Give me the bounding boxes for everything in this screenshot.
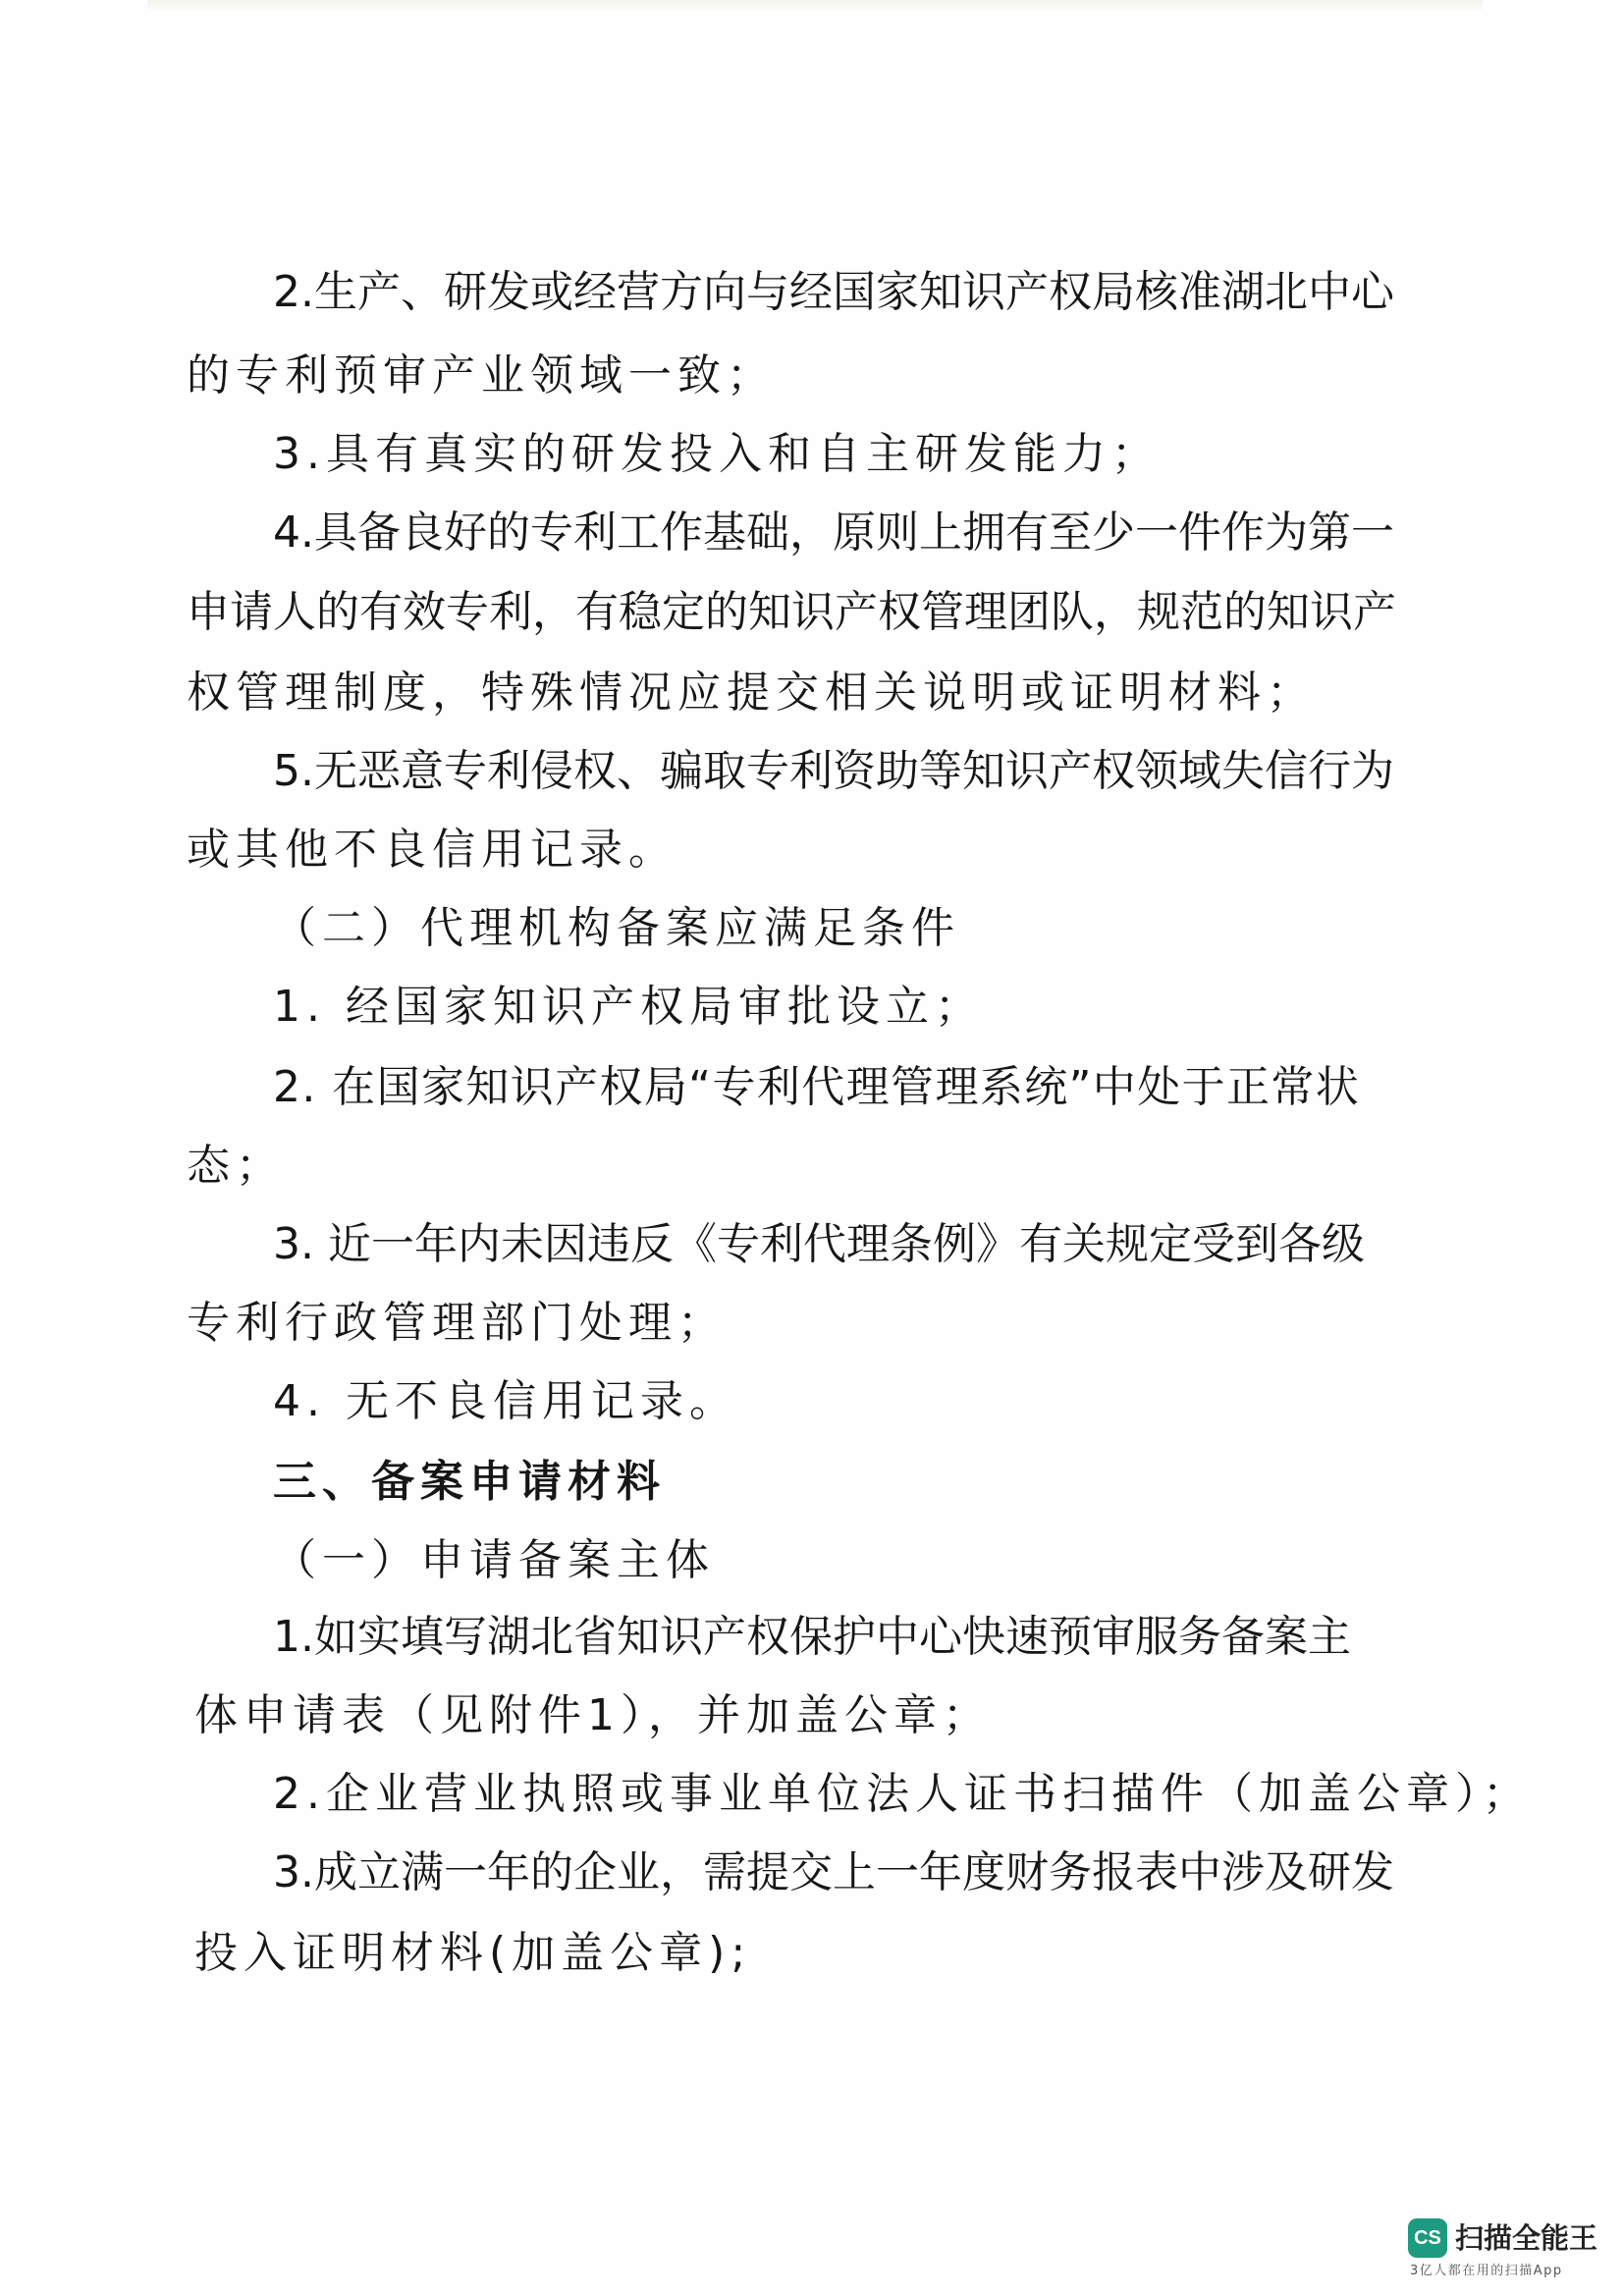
- text-char: 的: [316, 587, 359, 637]
- text-char: 一: [444, 1847, 487, 1897]
- text-char: 原: [833, 507, 876, 558]
- text-char: 知: [919, 267, 962, 317]
- text-char: 申: [187, 587, 230, 637]
- text-char: 因: [544, 1219, 587, 1269]
- text-char: 年: [487, 1847, 530, 1897]
- text-char: 工: [617, 507, 660, 558]
- text-char: 的: [487, 507, 530, 558]
- text-char: 知: [465, 1062, 510, 1112]
- text-char: 条: [890, 1219, 933, 1269]
- text-char: 权: [599, 1062, 643, 1112]
- text-char: 受: [1192, 1219, 1235, 1269]
- text-char: [317, 1060, 331, 1115]
- text-char: 管: [921, 587, 964, 637]
- text-char: 专: [530, 507, 573, 558]
- section-subheading: （二）代理机构备案应满足条件: [273, 903, 960, 953]
- text-char: 审: [1092, 1612, 1135, 1662]
- text-char: 识: [791, 587, 835, 637]
- text-char: 规: [1137, 587, 1180, 637]
- text-char: 识: [962, 267, 1005, 317]
- text-char: 经: [573, 267, 617, 317]
- text-char: 在: [332, 1062, 376, 1112]
- text-char: 范: [1180, 587, 1223, 637]
- text-char: 发: [487, 267, 530, 317]
- text-char: 家: [876, 267, 919, 317]
- text-char: 识: [1005, 746, 1049, 796]
- text-line: 权管理制度，特殊情况应提交相关说明或证明材料；: [187, 667, 1316, 718]
- text-char: [314, 1217, 328, 1272]
- text-char: 信: [1265, 746, 1308, 796]
- text-char: 专: [717, 1219, 760, 1269]
- text-char: 中: [1178, 1847, 1221, 1897]
- text-line: 投入证明材料(加盖公章);: [194, 1928, 752, 1978]
- text-char: 产: [835, 587, 878, 637]
- text-char: 主: [1308, 1612, 1351, 1662]
- text-char: 务: [1178, 1612, 1221, 1662]
- text-char: 心: [919, 1612, 962, 1662]
- text-char: 恶: [357, 746, 401, 796]
- text-char: 准: [1178, 267, 1221, 317]
- text-char: 与: [746, 267, 789, 317]
- text-char: 等: [919, 746, 962, 796]
- text-char: 知: [617, 1612, 660, 1662]
- text-char: 团: [1007, 587, 1051, 637]
- text-char: 2: [273, 1062, 300, 1112]
- text-char: 如: [314, 1612, 357, 1662]
- text-char: 权: [1049, 267, 1092, 317]
- text-char: 正: [1225, 1062, 1270, 1112]
- text-char: 良: [401, 507, 444, 558]
- scan-edge-shading: [147, 0, 1483, 14]
- text-char: 定: [662, 587, 705, 637]
- text-char: 内: [458, 1219, 501, 1269]
- text-char: 具: [314, 507, 357, 558]
- text-char: 统: [1024, 1062, 1068, 1112]
- text-char: 局: [1092, 267, 1135, 317]
- text-char: 一: [1135, 507, 1178, 558]
- text-char: 权: [1092, 746, 1135, 796]
- text-char: 中: [1092, 1062, 1136, 1112]
- text-char: ，: [789, 507, 833, 558]
- text-char: 营: [617, 267, 660, 317]
- text-char: 国: [376, 1062, 420, 1112]
- text-char: ，: [1094, 587, 1137, 637]
- text-char: 家: [420, 1062, 464, 1112]
- text-char: 交: [789, 1847, 833, 1897]
- text-char: 识: [660, 1612, 703, 1662]
- text-char: 向: [703, 267, 746, 317]
- text-char: 好: [444, 507, 487, 558]
- text-char: 业: [617, 1847, 660, 1897]
- text-char: 有: [359, 587, 403, 637]
- text-char: ，: [532, 587, 575, 637]
- text-char: 产: [357, 267, 401, 317]
- text-char: 表: [1135, 1847, 1178, 1897]
- text-char: 代: [801, 1062, 845, 1112]
- text-char: 省: [573, 1612, 617, 1662]
- text-char: 立: [357, 1847, 401, 1897]
- text-char: 的: [705, 587, 748, 637]
- text-char: 理: [845, 1062, 890, 1112]
- text-line: [273, 265, 1392, 320]
- text-char: 保: [789, 1612, 833, 1662]
- text-char: 一: [371, 1219, 414, 1269]
- text-char: 3: [273, 1847, 300, 1897]
- text-char: 未: [501, 1219, 544, 1269]
- text-char: 管: [891, 1062, 935, 1112]
- text-char: 填: [401, 1612, 444, 1662]
- text-char: 或: [530, 267, 573, 317]
- text-char: 权: [746, 1612, 789, 1662]
- text-char: 域: [1178, 746, 1221, 796]
- text-line: 3.具有真实的研发投入和自主研发能力；: [273, 429, 1161, 479]
- watermark-tagline: 3亿人都在用的扫描App: [1410, 2264, 1563, 2278]
- text-char: 常: [1271, 1062, 1315, 1112]
- text-line: [273, 1060, 1359, 1115]
- text-char: 、: [617, 746, 660, 796]
- text-char: .: [300, 507, 314, 558]
- text-char: 取: [703, 746, 746, 796]
- text-char: 作: [660, 507, 703, 558]
- text-char: 中: [1308, 267, 1351, 317]
- text-char: 为: [1265, 507, 1308, 558]
- text-char: 》: [976, 1219, 1019, 1269]
- text-char: 研: [1308, 1847, 1351, 1897]
- text-char: 效: [403, 587, 446, 637]
- text-char: 备: [357, 507, 401, 558]
- text-char: 成: [314, 1847, 357, 1897]
- text-char: 产: [1049, 746, 1092, 796]
- text-char: 需: [703, 1847, 746, 1897]
- text-char: 及: [1265, 1847, 1308, 1897]
- text-char: 产: [555, 1062, 599, 1112]
- text-char: 有: [1005, 507, 1049, 558]
- text-char: 一: [1351, 507, 1394, 558]
- text-char: 处: [1137, 1062, 1181, 1112]
- text-char: 识: [510, 1062, 554, 1112]
- text-char: 规: [1106, 1219, 1149, 1269]
- text-line: 1. 经国家知识产权局审批设立；: [273, 982, 984, 1032]
- text-char: 经: [789, 267, 833, 317]
- text-char: 利: [756, 1062, 800, 1112]
- section-heading: 三、备案申请材料: [273, 1457, 666, 1507]
- text-char: 的: [1223, 587, 1267, 637]
- text-char: 侵: [530, 746, 573, 796]
- text-char: 有: [575, 587, 619, 637]
- text-char: 财: [1005, 1847, 1049, 1897]
- text-char: 理: [964, 587, 1007, 637]
- text-char: 反: [630, 1219, 674, 1269]
- text-char: 中: [876, 1612, 919, 1662]
- text-char: 作: [1221, 507, 1265, 558]
- section-subheading: （一）申请备案主体: [273, 1535, 715, 1585]
- text-char: 助: [876, 746, 919, 796]
- text-line: [273, 506, 1392, 561]
- text-char: .: [300, 746, 314, 796]
- text-char: 件: [1178, 507, 1221, 558]
- text-char: 意: [401, 746, 444, 796]
- text-char: 理: [846, 1219, 890, 1269]
- text-char: 骗: [660, 746, 703, 796]
- watermark-app-name: 扫描全能王: [1455, 2221, 1598, 2255]
- text-char: 预: [1049, 1612, 1092, 1662]
- text-char: 务: [1049, 1847, 1092, 1897]
- text-char: 企: [573, 1847, 617, 1897]
- text-char: 领: [1135, 746, 1178, 796]
- text-char: 利: [760, 1219, 803, 1269]
- text-char: 违: [587, 1219, 630, 1269]
- text-char: 研: [444, 267, 487, 317]
- text-char: 核: [1135, 267, 1178, 317]
- text-char: 报: [1092, 1847, 1135, 1897]
- text-char: 理: [935, 1062, 979, 1112]
- text-char: 、: [401, 267, 444, 317]
- text-char: 无: [314, 746, 357, 796]
- text-char: 专: [746, 746, 789, 796]
- text-line: 专利行政管理部门处理；: [187, 1298, 727, 1348]
- text-char: 人: [273, 587, 316, 637]
- text-char: 少: [1092, 507, 1135, 558]
- text-char: 则: [876, 507, 919, 558]
- text-char: 湖: [1221, 267, 1265, 317]
- text-char: 稳: [619, 587, 662, 637]
- text-char: 产: [703, 1612, 746, 1662]
- text-line: [187, 585, 1396, 640]
- text-char: 于: [1181, 1062, 1225, 1112]
- text-char: 上: [919, 507, 962, 558]
- text-char: 失: [1221, 746, 1265, 796]
- text-char: 近: [328, 1219, 371, 1269]
- text-char: 年: [919, 1847, 962, 1897]
- text-char: 权: [878, 587, 921, 637]
- text-char: 例: [933, 1219, 976, 1269]
- text-char: 北: [1265, 267, 1308, 317]
- text-char: 3: [273, 1219, 300, 1269]
- text-line: [273, 1845, 1394, 1900]
- text-line: [273, 744, 1394, 799]
- text-line: 的专利预审产业领域一致；: [187, 350, 776, 400]
- text-char: 为: [1351, 746, 1394, 796]
- text-char: .: [300, 1847, 314, 1897]
- text-char: 到: [1235, 1219, 1278, 1269]
- text-char: 心: [1351, 267, 1394, 317]
- camscanner-logo-icon: CS: [1408, 2218, 1447, 2258]
- text-char: 一: [876, 1847, 919, 1897]
- text-char: 护: [833, 1612, 876, 1662]
- text-char: ”: [1068, 1062, 1092, 1112]
- text-line: [273, 1217, 1365, 1272]
- text-char: 拥: [962, 507, 1005, 558]
- text-char: 利: [487, 746, 530, 796]
- text-char: 速: [1005, 1612, 1049, 1662]
- text-char: 行: [1308, 746, 1351, 796]
- text-line: [273, 1610, 1351, 1665]
- text-char: 的: [530, 1847, 573, 1897]
- text-char: 系: [979, 1062, 1023, 1112]
- scanner-app-watermark: [1406, 2215, 1602, 2283]
- text-char: 代: [803, 1219, 846, 1269]
- text-char: 请: [230, 587, 273, 637]
- text-char: 第: [1308, 507, 1351, 558]
- text-char: 湖: [487, 1612, 530, 1662]
- text-char: 各: [1278, 1219, 1322, 1269]
- text-char: .: [300, 267, 314, 317]
- text-line: 体申请表（见附件1），并加盖公章；: [194, 1690, 992, 1740]
- text-line: 2.企业营业执照或事业单位法人证书扫描件（加盖公章）；: [273, 1769, 1532, 1819]
- text-line: 或其他不良信用记录。: [187, 825, 677, 875]
- text-char: 础: [746, 507, 789, 558]
- text-char: 快: [962, 1612, 1005, 1662]
- text-char: .: [300, 1612, 314, 1662]
- text-char: 局: [643, 1062, 687, 1112]
- text-char: 知: [1267, 587, 1310, 637]
- text-line: 4. 无不良信用记录。: [273, 1376, 738, 1426]
- text-char: .: [301, 1062, 316, 1112]
- text-char: 关: [1062, 1219, 1106, 1269]
- text-char: 定: [1149, 1219, 1192, 1269]
- text-char: 识: [1310, 587, 1353, 637]
- text-char: 发: [1351, 1847, 1394, 1897]
- text-char: ，: [660, 1847, 703, 1897]
- text-char: 提: [746, 1847, 789, 1897]
- text-char: 生: [314, 267, 357, 317]
- text-char: 队: [1051, 587, 1094, 637]
- text-char: 实: [357, 1612, 401, 1662]
- text-char: 至: [1049, 507, 1092, 558]
- text-char: 满: [401, 1847, 444, 1897]
- text-char: 国: [833, 267, 876, 317]
- text-char: 产: [1005, 267, 1049, 317]
- text-char: 1: [273, 1612, 300, 1662]
- text-char: 有: [1019, 1219, 1062, 1269]
- text-line: 态；: [187, 1141, 285, 1191]
- text-char: 年: [414, 1219, 458, 1269]
- text-char: 状: [1315, 1062, 1359, 1112]
- text-char: 专: [712, 1062, 756, 1112]
- text-char: 备: [1221, 1612, 1265, 1662]
- text-char: 涉: [1221, 1847, 1265, 1897]
- text-char: 《: [674, 1219, 717, 1269]
- text-char: .: [300, 1219, 314, 1269]
- text-char: 方: [660, 267, 703, 317]
- text-char: 4: [273, 507, 300, 558]
- text-char: 北: [530, 1612, 573, 1662]
- text-char: 知: [748, 587, 791, 637]
- text-char: 案: [1265, 1612, 1308, 1662]
- text-char: 基: [703, 507, 746, 558]
- text-char: 权: [573, 746, 617, 796]
- text-char: 2: [273, 267, 300, 317]
- text-char: 专: [444, 746, 487, 796]
- text-char: 产: [1353, 587, 1396, 637]
- text-char: 专: [446, 587, 489, 637]
- text-char: 服: [1135, 1612, 1178, 1662]
- text-char: 写: [444, 1612, 487, 1662]
- text-char: 级: [1322, 1219, 1365, 1269]
- text-char: 利: [789, 746, 833, 796]
- text-char: 利: [573, 507, 617, 558]
- text-char: 知: [962, 746, 1005, 796]
- text-char: 利: [489, 587, 532, 637]
- text-char: 资: [833, 746, 876, 796]
- text-char: 5: [273, 746, 300, 796]
- text-char: 度: [962, 1847, 1005, 1897]
- text-char: “: [688, 1062, 712, 1112]
- text-char: 上: [833, 1847, 876, 1897]
